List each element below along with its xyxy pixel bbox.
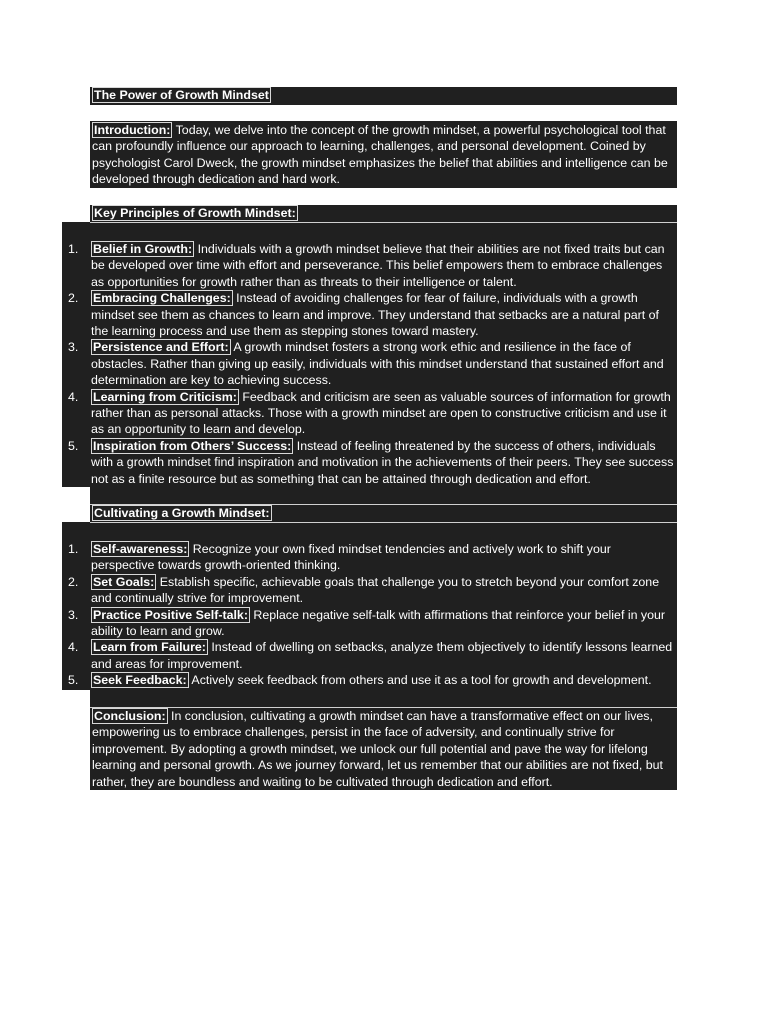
list-item-text: Instead of dwelling on setbacks, analyze them objectively to identify lessons learned and areas for improvement. <box>91 640 673 671</box>
list-item-label: Self-awareness: <box>93 542 188 556</box>
list-item-number: 2. <box>68 574 79 589</box>
cultivating-heading-block <box>90 505 677 522</box>
section-spacer-band <box>62 522 677 540</box>
list-item-number: 5. <box>68 438 79 453</box>
list-item <box>62 639 677 672</box>
list-item-text: Recognize your own fixed mindset tendencies and actively work to shift your perspective towards growth-oriented thinking. <box>91 542 611 573</box>
list-item <box>62 438 677 487</box>
section-spacer-band <box>90 690 677 708</box>
list-item-label: Learn from Failure: <box>93 640 206 655</box>
list-item-number: 4. <box>68 640 79 655</box>
list-item <box>62 574 677 607</box>
list-item-label: Seek Feedback: <box>93 673 187 688</box>
list-item-text: Replace negative self-talk with affirmations that reinforce your belief in your ability to learn and grow. <box>91 607 666 639</box>
introduction-label: Introduction: <box>94 123 171 137</box>
conclusion-label: Conclusion: <box>94 709 166 723</box>
introduction-paragraph <box>90 121 677 188</box>
cultivating-heading: Cultivating a Growth Mindset: <box>94 506 270 520</box>
list-item-label: Practice Positive Self-talk: <box>93 607 248 622</box>
list-item-number: 5. <box>68 673 79 688</box>
list-item <box>62 389 677 438</box>
list-item-number: 3. <box>68 340 79 355</box>
list-item-number: 2. <box>68 291 79 306</box>
list-item <box>62 339 677 388</box>
list-item <box>62 541 677 574</box>
list-item-text: A growth mindset fosters a strong work ethic and resilience in the face of obstacles. Rather than giving up easily, individuals with this mindset understand that sustained effort and determination are key to achieving success. <box>91 340 664 388</box>
list-item-text: Individuals with a growth mindset believe that their abilities are not fixed traits but can be developed over time with effort and perseverance. This belief empowers them to embrace challenges as opportunities for growth rather than as threats to their intelligence or talent. <box>91 242 665 289</box>
list-item-number: 4. <box>68 389 79 404</box>
divider-line <box>90 222 677 223</box>
list-item <box>62 290 677 339</box>
list-item-text: Instead of avoiding challenges for fear of failure, individuals with a growth mindset see them as chances to learn and improve. They understand that setbacks are a natural part of the learning process and use them as stepping stones toward mastery. <box>91 291 659 339</box>
list-item <box>62 607 677 640</box>
divider-line <box>90 522 677 523</box>
conclusion-text: In conclusion, cultivating a growth mindset can have a transformative effect on our lives, empowering us to embrace challenges, persist in the face of adversity, and continually strive for improvement. By adopting a growth mindset, we unlock our full potential and pave the way for lifelong learning and personal growth. As we journey forward, let us remember that our abilities are not fixed, but rather, they are boundless and waiting to be cultivated through dedication and effort. <box>92 709 663 789</box>
document-title: The Power of Growth Mindset <box>94 88 269 102</box>
list-item-text: Feedback and criticism are seen as valuable sources of information for growth rather than as personal attacks. Those with a growth mindset are open to constructive criticism and use it as an opportunity to learn and develop. <box>91 389 671 437</box>
key-principles-heading: Key Principles of Growth Mindset: <box>94 206 296 220</box>
key-principles-list <box>62 240 677 487</box>
conclusion-paragraph <box>90 708 677 790</box>
key-principles-heading-block <box>90 205 677 222</box>
list-item-text: Instead of feeling threatened by the success of others, individuals with a growth mindset find inspiration and motivation in the achievements of their peers. They see success not as a finite resource but as something that can be attained through dedication and effort. <box>91 438 674 486</box>
introduction-text: Today, we delve into the concept of the growth mindset, a powerful psychological tool that can profoundly influence our approach to learning, challenges, and personal development. Coined by psychologist Carol Dweck, the growth mindset emphasizes the belief that abilities and intelligence can be developed through dedication and hard work. <box>92 123 668 187</box>
list-item-text: Actively seek feedback from others and use it as a tool for growth and development. <box>188 673 652 688</box>
list-item-number: 3. <box>68 607 79 622</box>
list-item-label: Embracing Challenges: <box>93 291 231 306</box>
list-item-number: 1. <box>68 542 79 556</box>
list-item-text: Establish specific, achievable goals that challenge you to stretch beyond your comfort zone and continually strive for improvement. <box>91 574 660 606</box>
list-item-label: Persistence and Effort: <box>93 340 229 355</box>
list-item-label: Learning from Criticism: <box>93 389 237 404</box>
list-item-label: Belief in Growth: <box>93 242 193 256</box>
section-spacer-band <box>90 487 677 505</box>
section-spacer-band <box>62 222 677 240</box>
document-title-block <box>90 87 677 105</box>
list-item-number: 1. <box>68 242 79 256</box>
list-item-label: Set Goals: <box>93 574 155 589</box>
list-item-label: Inspiration from Others’ Success: <box>93 438 292 453</box>
list-item <box>62 241 677 290</box>
cultivating-list <box>62 540 677 690</box>
list-item <box>62 672 677 688</box>
